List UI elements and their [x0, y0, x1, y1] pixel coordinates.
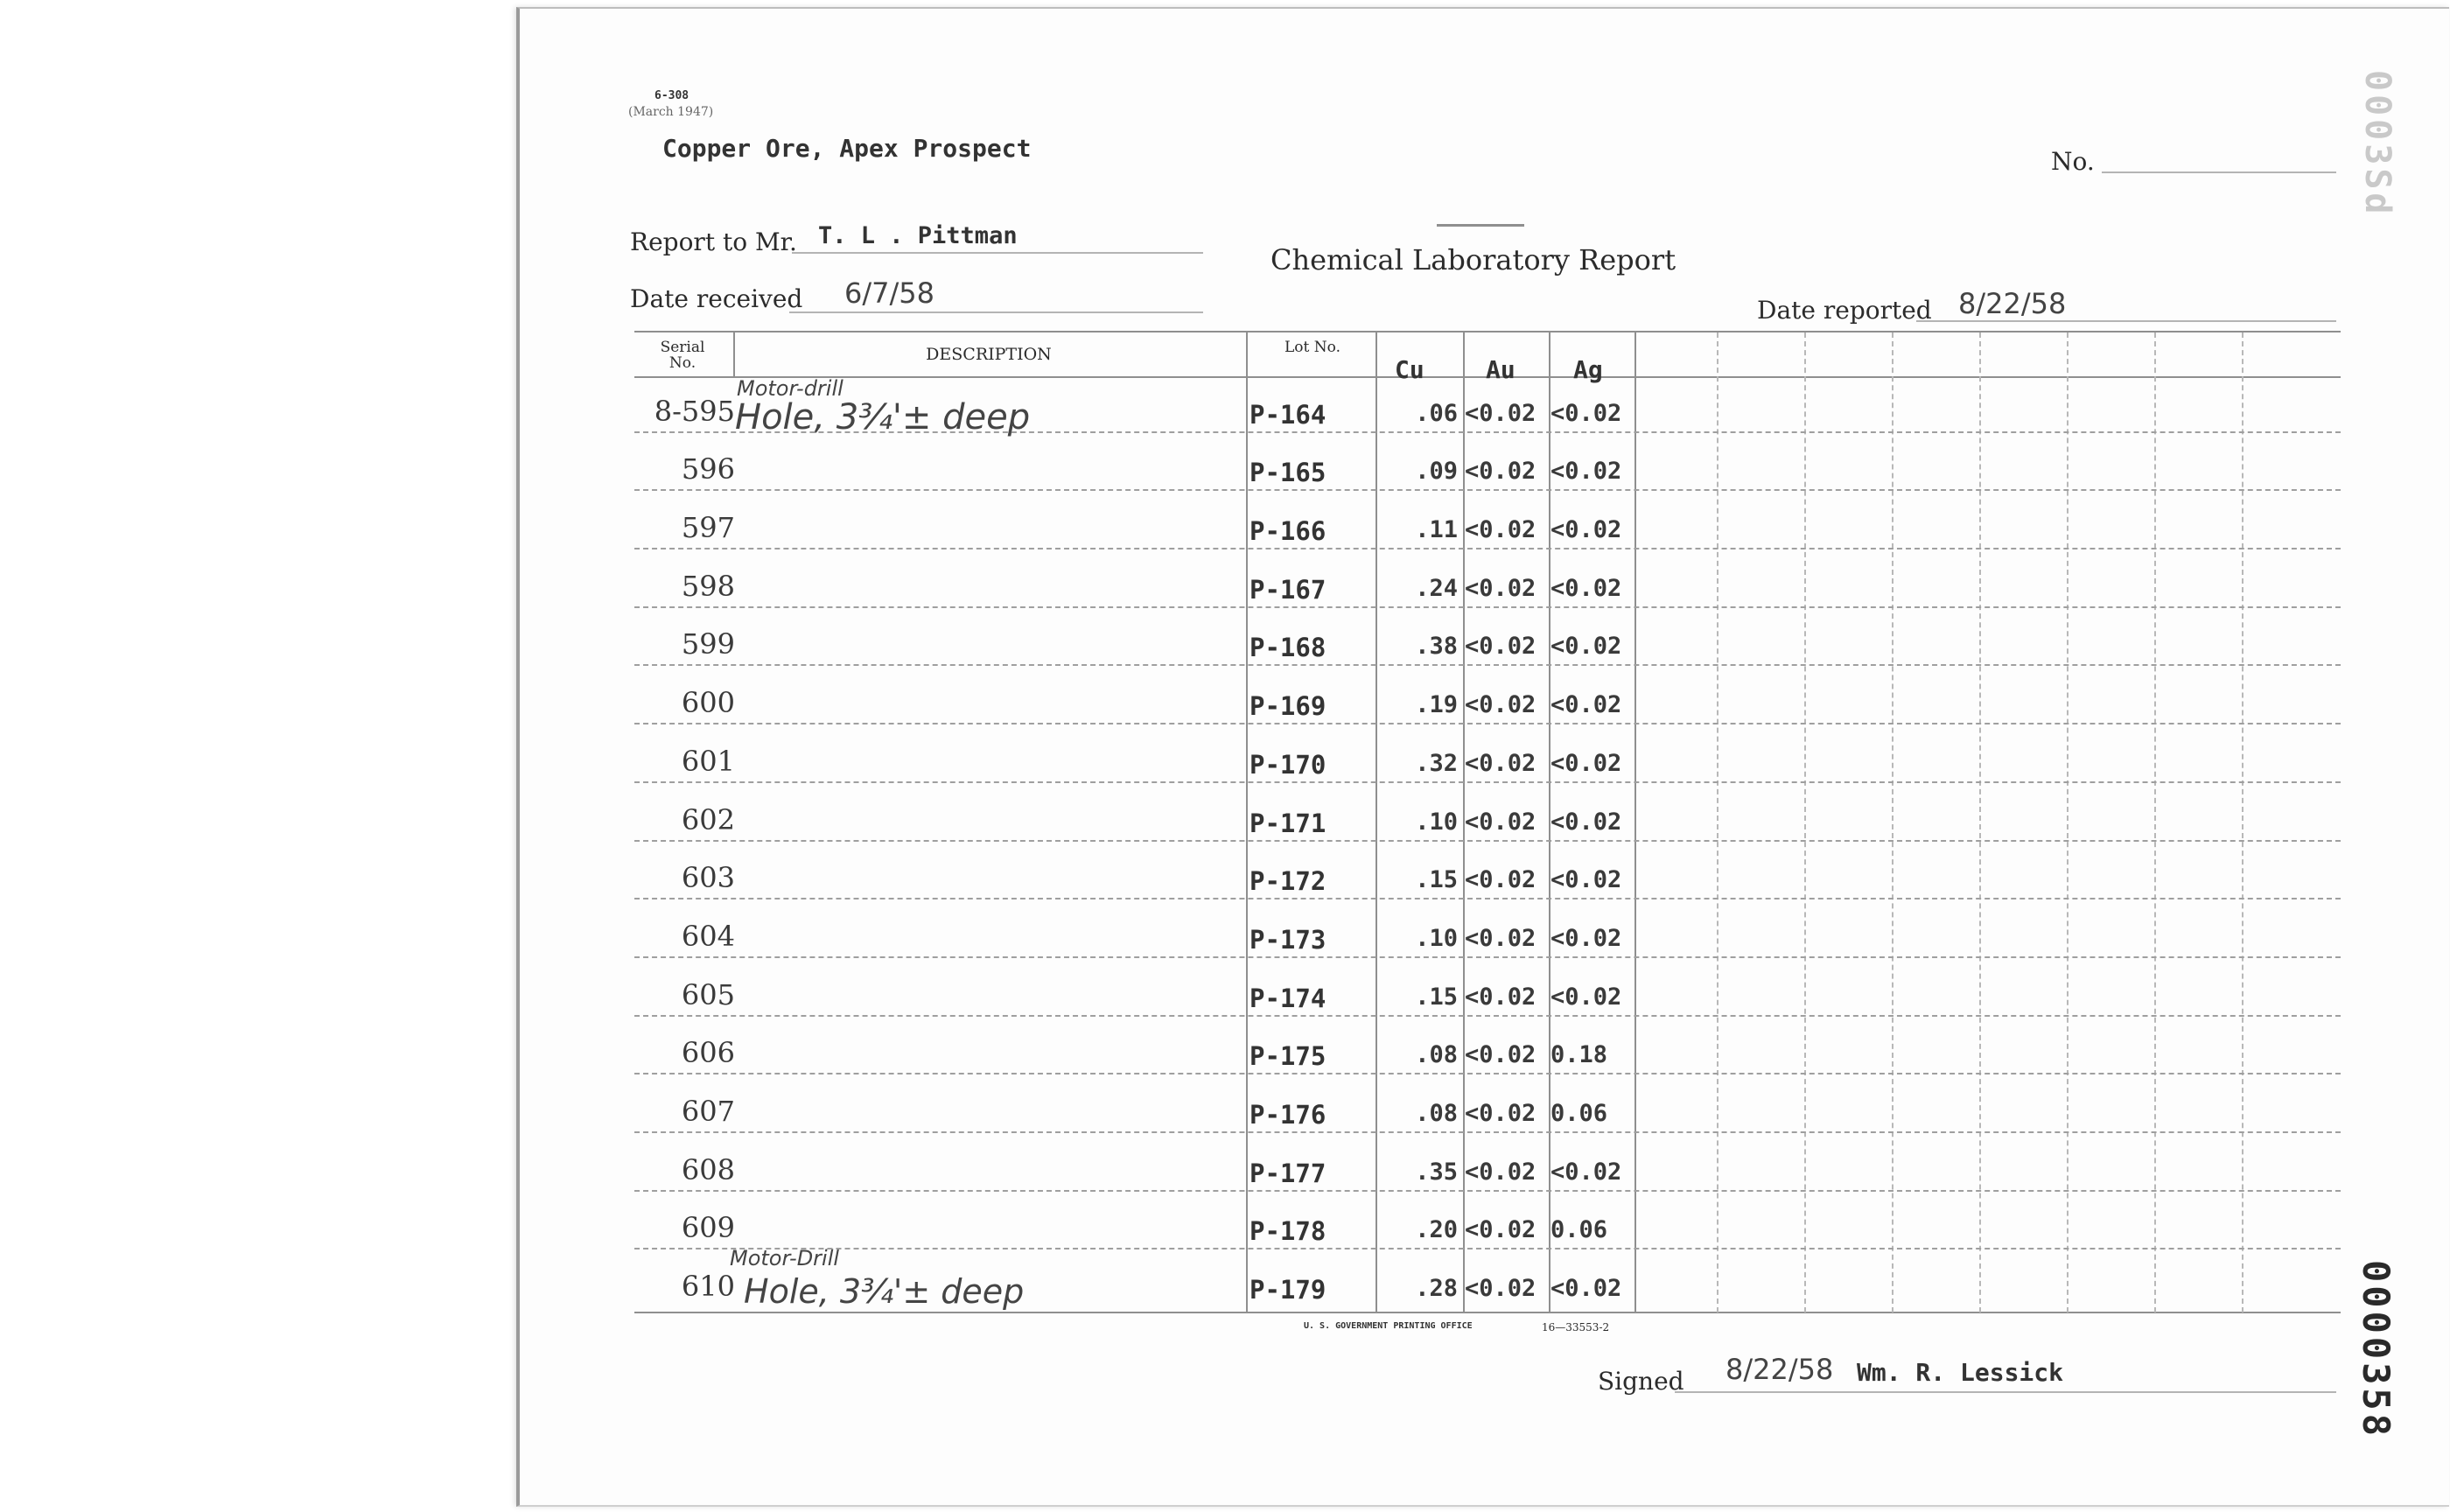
ag-value: <0.02 — [1550, 575, 1622, 602]
report-subject: Copper Ore, Apex Prospect — [662, 134, 1032, 163]
date-reported-line — [1916, 320, 2336, 322]
serial-no: 599 — [681, 627, 735, 661]
lot-no: P-177 — [1250, 1158, 1326, 1188]
au-header: Au — [1486, 355, 1516, 384]
cu-value: .19 — [1415, 691, 1458, 718]
serial-no: 604 — [681, 920, 735, 953]
ag-value: <0.02 — [1550, 400, 1622, 427]
serial-no: 608 — [681, 1153, 735, 1186]
table-top-border — [634, 331, 2341, 332]
cu-value: .10 — [1415, 925, 1458, 952]
row-rule — [634, 1190, 2341, 1192]
row-rule — [634, 898, 2341, 900]
cu-value: .10 — [1415, 808, 1458, 836]
blank-col-3 — [1892, 332, 1894, 1312]
first-description-note: Motor-drill — [737, 376, 844, 401]
ag-value: <0.02 — [1550, 458, 1622, 485]
cu-value: .09 — [1415, 458, 1458, 485]
faded-stamp: 0003Sd — [2357, 70, 2398, 218]
serial-header: Serial No. — [660, 339, 705, 372]
serial-no: 606 — [681, 1036, 735, 1069]
ag-value: <0.02 — [1550, 808, 1622, 836]
cu-value: .11 — [1415, 516, 1458, 543]
lot-no: P-164 — [1250, 400, 1326, 430]
serial-no: 597 — [681, 511, 735, 544]
serial-no: 609 — [681, 1211, 735, 1244]
first-description: Hole, 3¾'± deep — [735, 397, 1031, 438]
date-received-value: 6/7/58 — [844, 276, 934, 310]
report-title: Chemical Laboratory Report — [1270, 243, 1676, 276]
cu-value: .20 — [1415, 1216, 1458, 1243]
au-value: <0.02 — [1465, 1216, 1536, 1243]
signed-name: Wm. R. Lessick — [1857, 1358, 2064, 1387]
report-to-label: Report to Mr. — [630, 228, 797, 256]
row-rule — [634, 956, 2341, 958]
cu-value: .32 — [1415, 750, 1458, 777]
date-reported-label: Date reported — [1757, 296, 1932, 325]
lot-no: P-166 — [1250, 516, 1326, 546]
cu-value: .06 — [1415, 400, 1458, 427]
description-header: DESCRIPTION — [926, 345, 1052, 364]
cu-value: .28 — [1415, 1275, 1458, 1302]
au-value: <0.02 — [1465, 458, 1536, 485]
row-rule — [634, 1131, 2341, 1133]
cu-value: .24 — [1415, 575, 1458, 602]
cu-value: .35 — [1415, 1158, 1458, 1186]
last-description-note: Motor-Drill — [730, 1246, 840, 1270]
serial-no: 602 — [681, 803, 735, 836]
lot-no: P-171 — [1250, 808, 1326, 838]
lot-no: P-179 — [1250, 1275, 1326, 1305]
lot-no: P-169 — [1250, 691, 1326, 721]
au-value: <0.02 — [1465, 808, 1536, 836]
printer-imprint: U. S. GOVERNMENT PRINTING OFFICE — [1304, 1321, 1473, 1331]
lot-no: P-178 — [1250, 1216, 1326, 1246]
serial-no: 598 — [681, 570, 735, 603]
ag-value: <0.02 — [1550, 516, 1622, 543]
blank-col-1 — [1717, 332, 1718, 1312]
form-revision: (March 1947) — [628, 105, 714, 119]
serial-no: 8-595 — [654, 395, 735, 428]
lot-header: Lot No. — [1284, 339, 1340, 356]
ag-value: <0.02 — [1550, 984, 1622, 1011]
ag-value: 0.18 — [1550, 1041, 1608, 1068]
lot-no: P-170 — [1250, 750, 1326, 780]
last-description: Hole, 3¾'± deep — [744, 1272, 1025, 1311]
row-rule — [634, 431, 2341, 433]
blank-col-5 — [2067, 332, 2068, 1312]
au-value: <0.02 — [1465, 1041, 1536, 1068]
au-value: <0.02 — [1465, 866, 1536, 893]
date-received-label: Date received — [630, 284, 803, 313]
row-rule — [634, 489, 2341, 491]
row-rule — [634, 606, 2341, 608]
no-field-line — [2102, 172, 2336, 173]
serial-no: 600 — [681, 686, 735, 719]
lot-no: P-173 — [1250, 925, 1326, 955]
report-to-name: T. L . Pittman — [818, 222, 1018, 249]
cu-value: .08 — [1415, 1041, 1458, 1068]
serial-no: 603 — [681, 861, 735, 894]
lot-col-divider — [1376, 332, 1377, 1312]
au-value: <0.02 — [1465, 1100, 1536, 1127]
au-value: <0.02 — [1465, 633, 1536, 660]
cu-header: Cu — [1395, 355, 1424, 384]
form-code: 6-308 — [654, 89, 690, 102]
au-value: <0.02 — [1465, 575, 1536, 602]
lot-no: P-174 — [1250, 984, 1326, 1013]
ag-value: <0.02 — [1550, 866, 1622, 893]
serial-no: 610 — [681, 1270, 735, 1303]
title-rule — [1437, 224, 1524, 227]
au-value: <0.02 — [1465, 984, 1536, 1011]
description-col-divider — [1246, 332, 1248, 1312]
serial-no: 605 — [681, 978, 735, 1012]
ag-value: <0.02 — [1550, 925, 1622, 952]
table-bottom-border — [634, 1312, 2341, 1313]
signed-label: Signed — [1598, 1367, 1684, 1396]
row-rule — [634, 840, 2341, 842]
printer-code: 16—33553-2 — [1542, 1321, 1610, 1334]
au-value: <0.02 — [1465, 1158, 1536, 1186]
ag-value: <0.02 — [1550, 750, 1622, 777]
blank-col-2 — [1804, 332, 1806, 1312]
row-rule — [634, 723, 2341, 724]
ag-value: <0.02 — [1550, 691, 1622, 718]
au-value: <0.02 — [1465, 691, 1536, 718]
serial-no: 601 — [681, 745, 735, 778]
cu-value: .38 — [1415, 633, 1458, 660]
serial-col-divider — [733, 332, 735, 376]
lot-no: P-168 — [1250, 633, 1326, 662]
lot-no: P-176 — [1250, 1100, 1326, 1130]
lot-no: P-172 — [1250, 866, 1326, 896]
report-to-line — [792, 252, 1203, 254]
ag-value: 0.06 — [1550, 1216, 1608, 1243]
ag-header: Ag — [1573, 355, 1603, 384]
ag-value: <0.02 — [1550, 633, 1622, 660]
ag-col-divider — [1634, 332, 1636, 1312]
lot-no: P-167 — [1250, 575, 1326, 605]
cu-value: .15 — [1415, 984, 1458, 1011]
row-rule — [634, 1073, 2341, 1074]
document-number-stamp: 0000358 — [2355, 1260, 2398, 1440]
row-rule — [634, 1248, 2341, 1250]
signed-date: 8/22/58 — [1726, 1353, 1834, 1386]
no-label: No. — [2051, 147, 2095, 176]
blank-col-6 — [2154, 332, 2156, 1312]
cu-value: .15 — [1415, 866, 1458, 893]
au-value: <0.02 — [1465, 1275, 1536, 1302]
row-rule — [634, 548, 2341, 550]
date-received-line — [789, 312, 1203, 313]
blank-col-7 — [2242, 332, 2244, 1312]
row-rule — [634, 664, 2341, 666]
row-rule — [634, 781, 2341, 783]
ag-value: <0.02 — [1550, 1158, 1622, 1186]
blank-col-4 — [1979, 332, 1981, 1312]
lot-no: P-175 — [1250, 1041, 1326, 1071]
date-reported-value: 8/22/58 — [1958, 287, 2067, 320]
au-value: <0.02 — [1465, 925, 1536, 952]
ag-value: 0.06 — [1550, 1100, 1608, 1127]
cu-value: .08 — [1415, 1100, 1458, 1127]
au-value: <0.02 — [1465, 400, 1536, 427]
signature-line — [1675, 1391, 2336, 1393]
serial-no: 596 — [681, 452, 735, 486]
lot-no: P-165 — [1250, 458, 1326, 487]
au-value: <0.02 — [1465, 750, 1536, 777]
ag-value: <0.02 — [1550, 1275, 1622, 1302]
serial-no: 607 — [681, 1095, 735, 1128]
row-rule — [634, 1015, 2341, 1017]
au-value: <0.02 — [1465, 516, 1536, 543]
